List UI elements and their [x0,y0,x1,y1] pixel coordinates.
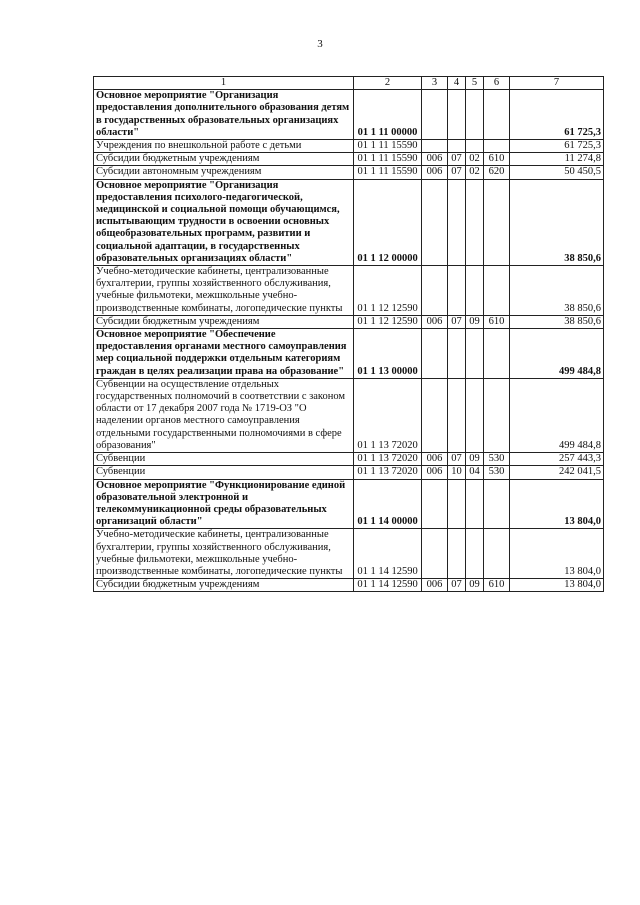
budget-code-cell: 01 1 12 12590 [354,315,422,328]
subsection-code-cell: 09 [466,453,484,466]
header-cell: 7 [510,77,604,90]
table-header-row [94,77,604,90]
subsection-code-cell: 04 [466,466,484,479]
amount-cell: 257 443,3 [510,453,604,466]
section-code-cell: 07 [448,315,466,328]
header-cell: 4 [448,77,466,90]
subsection-code-cell [466,266,484,316]
section-code-cell: 10 [448,466,466,479]
amount-cell: 50 450,5 [510,166,604,179]
budget-code-cell: 01 1 14 00000 [354,479,422,529]
ministry-code-cell [422,329,448,379]
subsection-code-cell [466,479,484,529]
section-code-cell [448,329,466,379]
table-row [94,378,604,452]
row-name-cell: Основное мероприятие "Обеспечение предоставления органами местного самоуправления мер социальной поддержки отдельным категориям граждан в целях реализации права на образование" [94,329,354,379]
page-number: 3 [317,38,323,50]
table-row [94,466,604,479]
expense-type-cell: 620 [484,166,510,179]
amount-cell: 38 850,6 [510,266,604,316]
amount-cell: 38 850,6 [510,179,604,265]
section-code-cell: 07 [448,579,466,592]
row-name-cell: Субсидии автономным учреждениям [94,166,354,179]
amount-cell: 499 484,8 [510,329,604,379]
row-name-cell: Учреждения по внешкольной работе с детьми [94,140,354,153]
budget-code-cell: 01 1 11 15590 [354,140,422,153]
subsection-code-cell: 09 [466,579,484,592]
amount-cell: 61 725,3 [510,140,604,153]
amount-cell: 13 804,0 [510,529,604,579]
table-row [94,166,604,179]
table-row [94,266,604,316]
expense-type-cell: 610 [484,153,510,166]
subsection-code-cell [466,529,484,579]
expense-type-cell [484,479,510,529]
table-row [94,479,604,529]
row-name-cell: Учебно-методические кабинеты, централизованные бухгалтерии, группы хозяйственного обслуживания, учебные фильмотеки, межшкольные учебно-производственные комбинаты, логопедические пункты [94,266,354,316]
subsection-code-cell [466,378,484,452]
row-name-cell: Субвенции [94,466,354,479]
expense-type-cell: 530 [484,466,510,479]
header-cell: 5 [466,77,484,90]
section-code-cell: 07 [448,453,466,466]
budget-code-cell: 01 1 11 15590 [354,153,422,166]
expense-type-cell: 610 [484,579,510,592]
section-code-cell: 07 [448,153,466,166]
amount-cell: 61 725,3 [510,90,604,140]
row-name-cell: Субсидии бюджетным учреждениям [94,315,354,328]
row-name-cell: Учебно-методические кабинеты, централизованные бухгалтерии, группы хозяйственного обслуживания, учебные фильмотеки, межшкольные учебно-производственные комбинаты, логопедические пункты [94,529,354,579]
row-name-cell: Основное мероприятие "Функционирование единой образовательной электронной и телекоммуникационной среды образовательных организаций области" [94,479,354,529]
table-row [94,90,604,140]
expense-type-cell [484,529,510,579]
row-name-cell: Основное мероприятие "Организация предоставления дополнительного образования детям в государственных образовательных организациях области" [94,90,354,140]
row-name-cell: Субсидии бюджетным учреждениям [94,579,354,592]
budget-code-cell: 01 1 13 72020 [354,378,422,452]
budget-code-cell: 01 1 11 15590 [354,166,422,179]
section-code-cell [448,140,466,153]
budget-code-cell: 01 1 11 00000 [354,90,422,140]
section-code-cell [448,266,466,316]
section-code-cell [448,90,466,140]
amount-cell: 38 850,6 [510,315,604,328]
budget-code-cell: 01 1 13 72020 [354,453,422,466]
expense-type-cell: 610 [484,315,510,328]
ministry-code-cell: 006 [422,166,448,179]
expense-type-cell [484,90,510,140]
ministry-code-cell: 006 [422,466,448,479]
table-row [94,179,604,265]
header-cell: 3 [422,77,448,90]
budget-code-cell: 01 1 13 00000 [354,329,422,379]
ministry-code-cell: 006 [422,579,448,592]
table-row [94,579,604,592]
subsection-code-cell [466,179,484,265]
ministry-code-cell [422,529,448,579]
ministry-code-cell: 006 [422,315,448,328]
ministry-code-cell [422,479,448,529]
budget-code-cell: 01 1 12 12590 [354,266,422,316]
expense-type-cell [484,140,510,153]
header-cell: 2 [354,77,422,90]
subsection-code-cell: 09 [466,315,484,328]
expense-type-cell [484,266,510,316]
header-cell: 6 [484,77,510,90]
table-row [94,329,604,379]
ministry-code-cell [422,266,448,316]
section-code-cell [448,179,466,265]
row-name-cell: Основное мероприятие "Организация предоставления психолого-педагогической, медицинской и социальной помощи обучающимся, испытывающим трудности в освоении основных общеобразовательных программ, развитии и социальной адаптации, в государственных образовательных организациях области" [94,179,354,265]
budget-code-cell: 01 1 14 12590 [354,579,422,592]
expense-type-cell [484,329,510,379]
table-row [94,529,604,579]
table-row [94,153,604,166]
table-row [94,453,604,466]
amount-cell: 13 804,0 [510,579,604,592]
budget-code-cell: 01 1 14 12590 [354,529,422,579]
ministry-code-cell [422,140,448,153]
section-code-cell [448,529,466,579]
expense-type-cell [484,378,510,452]
section-code-cell [448,378,466,452]
expense-type-cell [484,179,510,265]
budget-code-cell: 01 1 13 72020 [354,466,422,479]
subsection-code-cell [466,329,484,379]
ministry-code-cell [422,179,448,265]
subsection-code-cell: 02 [466,166,484,179]
ministry-code-cell: 006 [422,453,448,466]
row-name-cell: Субвенции на осуществление отдельных государственных полномочий в соответствии с законом области от 17 декабря 2007 года № 1719-ОЗ "О наделении органов местного самоуправления отдельными государственными полномочиями в сфере образования" [94,378,354,452]
ministry-code-cell: 006 [422,153,448,166]
table-body [94,77,604,592]
subsection-code-cell [466,90,484,140]
subsection-code-cell: 02 [466,153,484,166]
header-cell: 1 [94,77,354,90]
budget-code-cell: 01 1 12 00000 [354,179,422,265]
table-row [94,140,604,153]
subsection-code-cell [466,140,484,153]
section-code-cell [448,479,466,529]
amount-cell: 242 041,5 [510,466,604,479]
expense-type-cell: 530 [484,453,510,466]
amount-cell: 13 804,0 [510,479,604,529]
row-name-cell: Субвенции [94,453,354,466]
ministry-code-cell [422,378,448,452]
amount-cell: 11 274,8 [510,153,604,166]
section-code-cell: 07 [448,166,466,179]
table-row [94,315,604,328]
ministry-code-cell [422,90,448,140]
budget-table [93,76,604,592]
row-name-cell: Субсидии бюджетным учреждениям [94,153,354,166]
amount-cell: 499 484,8 [510,378,604,452]
